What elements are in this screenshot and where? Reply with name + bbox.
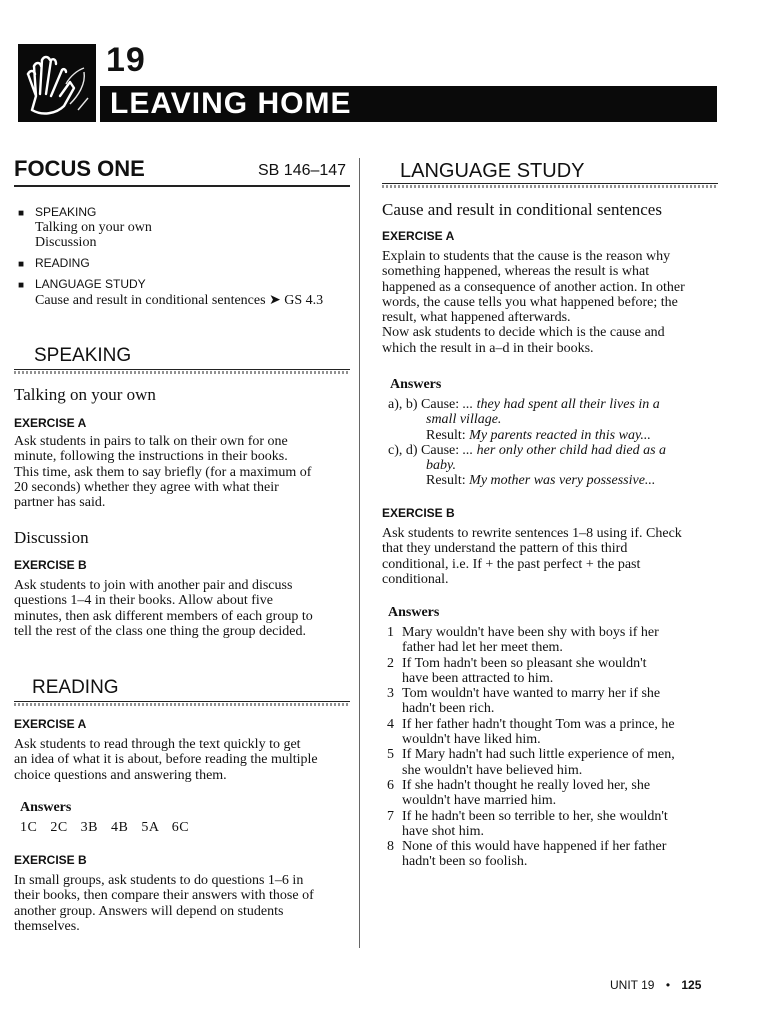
language-exercise-b-text: Ask students to rewrite sentences 1–8 using if. Check that they understand the pattern of this third conditional, i.e. If + the past perfect + the past conditional. <box>382 526 682 587</box>
speaking-exercise-b-text: Ask students to join with another pair and discuss questions 1–4 in their books. Allow about five minutes, then ask different members of each group to tell the rest of the class one thing the group decided. <box>14 578 313 639</box>
reading-rule <box>14 701 350 702</box>
speaking-heading: SPEAKING <box>34 345 132 366</box>
answer-item-cont: hadn't been so foolish. <box>402 854 528 870</box>
answer-item-cont: wouldn't have liked him. <box>402 732 541 748</box>
reading-exercise-a-text: Ask students to read through the text quickly to get an idea of what it is about, before reading the multiple choice questions and answering them. <box>14 737 318 783</box>
speaking-rule <box>14 369 350 370</box>
answer-line: c), d) Cause: ... her only other child had died as a <box>388 442 667 458</box>
reading-answers: 1C 2C 3B 4B 5A 6C <box>20 820 190 835</box>
answer-item: 7 If he hadn't been so terrible to her, she wouldn't <box>387 808 668 824</box>
language-answers-a-heading: Answers <box>390 377 442 392</box>
speaking-exercise-b-heading: EXERCISE B <box>14 558 87 572</box>
unit-title: LEAVING HOME <box>110 87 352 120</box>
speaking-exercise-a-text: Ask students in pairs to talk on their own for one minute, following the instructions in their books. This time, ask them to say briefly (for a maximum of 20 seconds) whether they agree with what their partner has said. <box>14 434 312 511</box>
speaking-exercise-a-heading: EXERCISE A <box>14 416 87 430</box>
answer-line: small village. <box>426 412 502 428</box>
answer-item: 6 If she hadn't thought he really loved her, she <box>387 777 651 793</box>
answer-item: 3 Tom wouldn't have wanted to marry her if she <box>387 686 661 702</box>
answer-line: Result: My parents reacted in this way... <box>426 427 651 443</box>
reading-dotted-rule <box>14 703 350 706</box>
answer-item: 4 If her father hadn't thought Tom was a prince, he <box>387 716 675 732</box>
language-rule <box>382 183 718 184</box>
page-footer <box>610 977 701 993</box>
focus-heading: FOCUS ONE <box>14 156 145 181</box>
answer-item-cont: she wouldn't have believed him. <box>402 762 583 778</box>
language-answers-a <box>388 397 718 489</box>
unit-number: 19 <box>106 41 146 79</box>
language-answers-b-heading: Answers <box>388 605 440 620</box>
speaking-sub-discussion: Discussion <box>14 528 89 547</box>
reading-heading: READING <box>32 677 119 698</box>
language-answers-b <box>378 625 718 870</box>
reading-exercise-b-text: In small groups, ask students to do questions 1–6 in their books, then compare their answers with those of another group. Answers will depend on students themselves. <box>14 873 314 934</box>
answer-item-cont: wouldn't have married him. <box>402 793 557 809</box>
column-divider <box>359 158 360 948</box>
hand-icon <box>18 44 96 122</box>
speaking-dotted-rule <box>14 371 350 374</box>
speaking-sub-talking: Talking on your own <box>14 385 156 404</box>
language-subheading: Cause and result in conditional sentences <box>382 200 662 219</box>
answer-item-cont: hadn't been rich. <box>402 701 495 717</box>
focus-rule <box>14 185 350 187</box>
answer-line: a), b) Cause: ... they had spent all their lives in a <box>388 397 660 412</box>
answer-item: 2 If Tom hadn't been so pleasant she wouldn't <box>387 655 647 671</box>
language-study-heading: LANGUAGE STUDY <box>400 160 585 182</box>
language-dotted-rule <box>382 185 718 188</box>
page-number: 125 <box>681 978 702 992</box>
language-exercise-b-heading: EXERCISE B <box>382 506 455 520</box>
answer-line: Result: My mother was very possessive... <box>426 473 656 489</box>
focus-pages: SB 146–147 <box>258 162 347 179</box>
focus-item-reading: ■ READING <box>18 256 90 272</box>
answer-item-cont: father had let her meet them. <box>402 640 563 656</box>
focus-sub: Discussion <box>35 235 97 250</box>
focus-item-speaking: ■ SPEAKING <box>18 205 96 221</box>
reading-exercise-b-heading: EXERCISE B <box>14 853 87 867</box>
footer-unit: UNIT 19 <box>610 978 655 992</box>
answer-line: baby. <box>426 458 456 474</box>
footer-separator: • <box>665 978 671 992</box>
answer-item-cont: have shot him. <box>402 823 485 839</box>
focus-item-language-study: ■ LANGUAGE STUDY <box>18 277 146 293</box>
reading-exercise-a-heading: EXERCISE A <box>14 717 87 731</box>
language-exercise-a-text: Explain to students that the cause is the reason why something happened, whereas the result is what happened as a consequence of another action. In other words, the cause tells you what happened before; the result, what happened afterwards. Now ask students to decide which is the cause and which the result in a–d in their books. <box>382 249 685 356</box>
answer-item-cont: have been attracted to him. <box>402 670 554 686</box>
reading-answers-heading: Answers <box>20 800 72 815</box>
answer-item: 1 Mary wouldn't have been shy with boys if her <box>387 625 659 640</box>
answer-item: 8 None of this would have happened if her father <box>387 839 667 855</box>
language-exercise-a-heading: EXERCISE A <box>382 229 455 243</box>
focus-sub: Cause and result in conditional sentences ➤ GS 4.3 <box>35 293 324 308</box>
focus-sub: Talking on your own <box>35 220 152 235</box>
answer-item: 5 If Mary hadn't had such little experience of men, <box>387 747 675 763</box>
